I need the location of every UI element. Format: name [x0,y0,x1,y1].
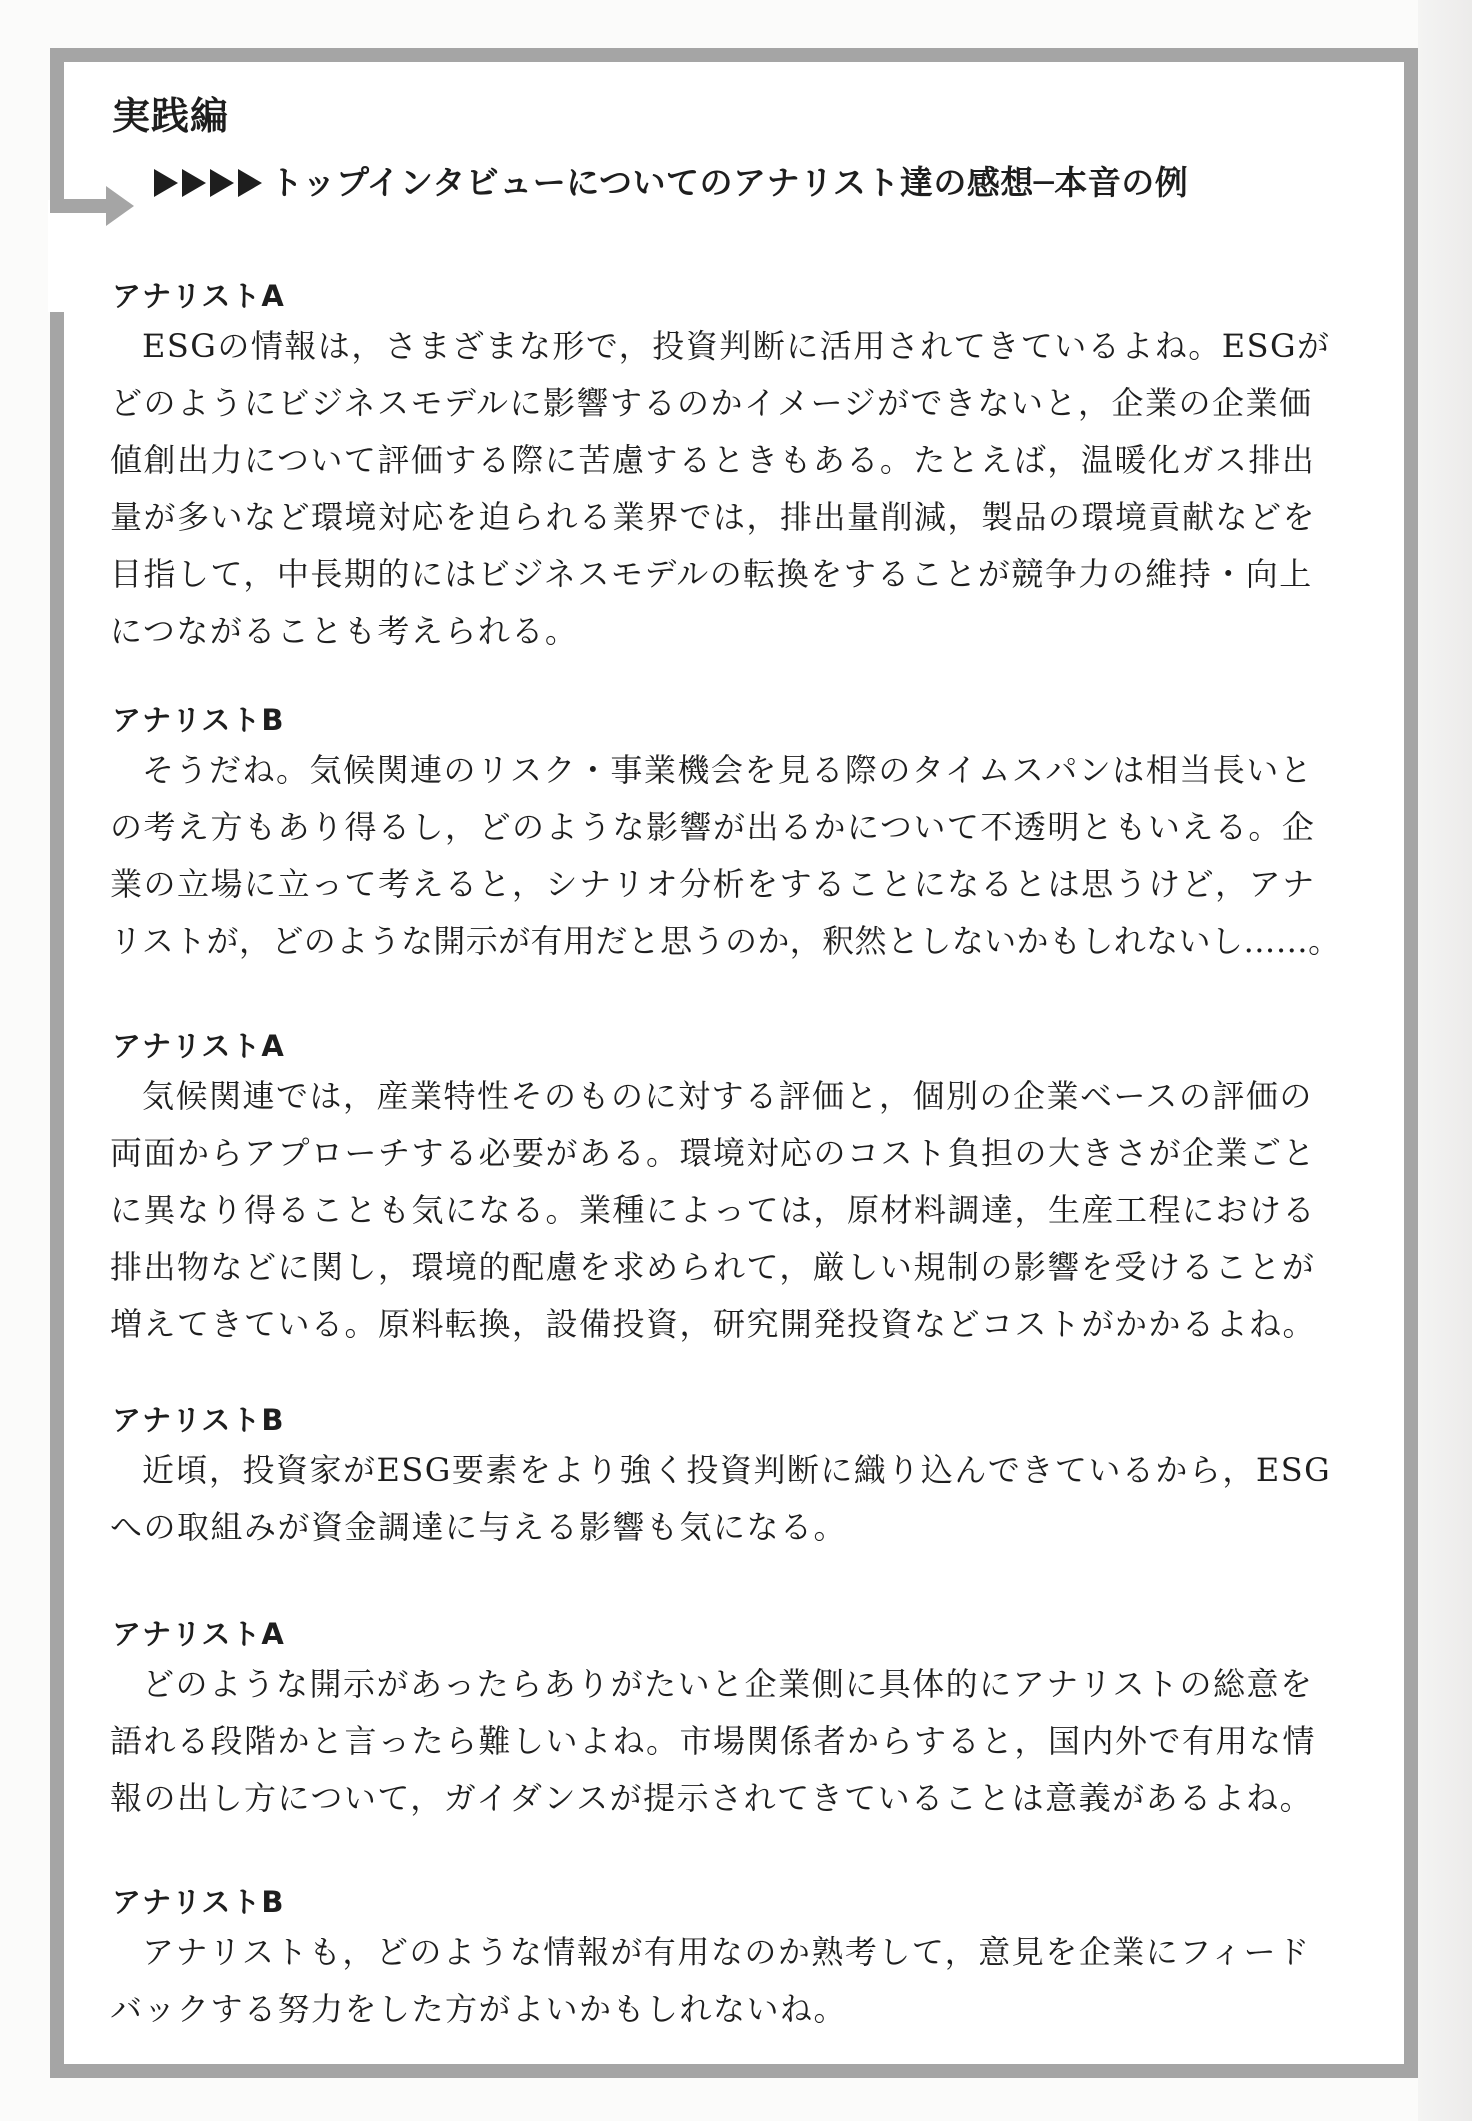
subtitle-row [154,158,1188,208]
speaker-label: アナリストB [112,703,285,737]
dialogue-paragraph [110,742,1394,970]
triangle-right-icon [238,169,262,197]
speaker-label: アナリストA [112,1617,285,1651]
paragraph-line: 近頃，投資家がESG要素をより強く投資判断に織り込んできているから，ESG [142,1451,1332,1489]
page-subtitle: トップインタビューについてのアナリスト達の感想─本音の例 [270,163,1189,202]
dialogue-paragraph [110,1924,1394,2038]
paragraph-line: ESGの情報は，さまざまな形で，投資判断に活用されてきているよね。ESGが [142,327,1331,365]
speaker-label: アナリストB [112,1885,285,1919]
speaker-label: アナリストA [112,279,285,313]
frame-gap [48,200,68,312]
paragraph-line: 報の出し方について，ガイダンスが提示されてきていることは意義があるよね。 [110,1779,1314,1817]
paragraph-line: につながることも考えられる。 [110,612,579,650]
paragraph-line: 両面からアプローチする必要がある。環境対応のコスト負担の大きさが企業ごと [110,1134,1317,1172]
paragraph-line: どのような開示があったらありがたいと企業側に具体的にアナリストの総意を [142,1665,1314,1703]
paragraph-line: 値創出力について評価する際に苦慮するときもある。たとえば，温暖化ガス排出 [110,441,1316,479]
paragraph-line: 排出物などに関し，環境的配慮を求められて，厳しい規制の影響を受けることが [110,1248,1316,1286]
paragraph-line: に異なり得ることも気になる。業種によっては，原材料調達，生産工程における [110,1191,1317,1229]
adjacent-page-edge [1418,0,1472,2121]
dialogue-paragraph [110,318,1394,660]
section-label: 実践編 [112,94,230,138]
speaker-label: アナリストA [112,1029,285,1063]
paragraph-line: アナリストも，どのような情報が有用なのか熟考して，意見を企業にフィード [142,1933,1311,1971]
paragraph-line: 業の立場に立って考えると，シナリオ分析をすることになるとは思うけど，アナ [110,865,1316,903]
triangle-right-icon [154,169,178,197]
dialogue-paragraph [110,1068,1394,1353]
paragraph-line: の考え方もあり得るし，どのような影響が出るかについて不透明ともいえる。企 [110,808,1316,846]
paragraph-line: 語れる段階かと言ったら難しいよね。市場関係者からすると，国内外で有用な情 [110,1722,1317,1760]
dialogue-paragraph [110,1442,1394,1556]
triangle-right-icon [210,169,234,197]
paragraph-line: 増えてきている。原料転換，設備投資，研究開発投資などコストがかかるよね。 [110,1305,1317,1343]
speaker-label: アナリストB [112,1403,285,1437]
paragraph-line: 量が多いなど環境対応を迫られる業界では，排出量削減，製品の環境貢献などを [110,498,1317,536]
frame-arrow-shaft [50,199,108,213]
paragraph-line: バックする努力をした方がよいかもしれないね。 [110,1990,848,2028]
triangle-markers [154,169,262,197]
paragraph-line: どのようにビジネスモデルに影響するのかイメージができないと，企業の企業価 [110,384,1313,422]
paragraph-line: 気候関連では，産業特性そのものに対する評価と，個別の企業ベースの評価の [142,1077,1313,1115]
dialogue-paragraph [110,1656,1394,1827]
paragraph-line: 目指して，中長期的にはビジネスモデルの転換をすることが競争力の維持・向上 [110,555,1313,593]
paragraph-line: そうだね。気候関連のリスク・事業機会を見る際のタイムスパンは相当長いと [142,751,1314,789]
paragraph-line: への取組みが資金調達に与える影響も気になる。 [110,1508,848,1546]
paragraph-line: リストが，どのような開示が有用だと思うのか，釈然としないかもしれないし……。 [110,922,1341,960]
arrow-right-icon [106,186,134,226]
triangle-right-icon [182,169,206,197]
